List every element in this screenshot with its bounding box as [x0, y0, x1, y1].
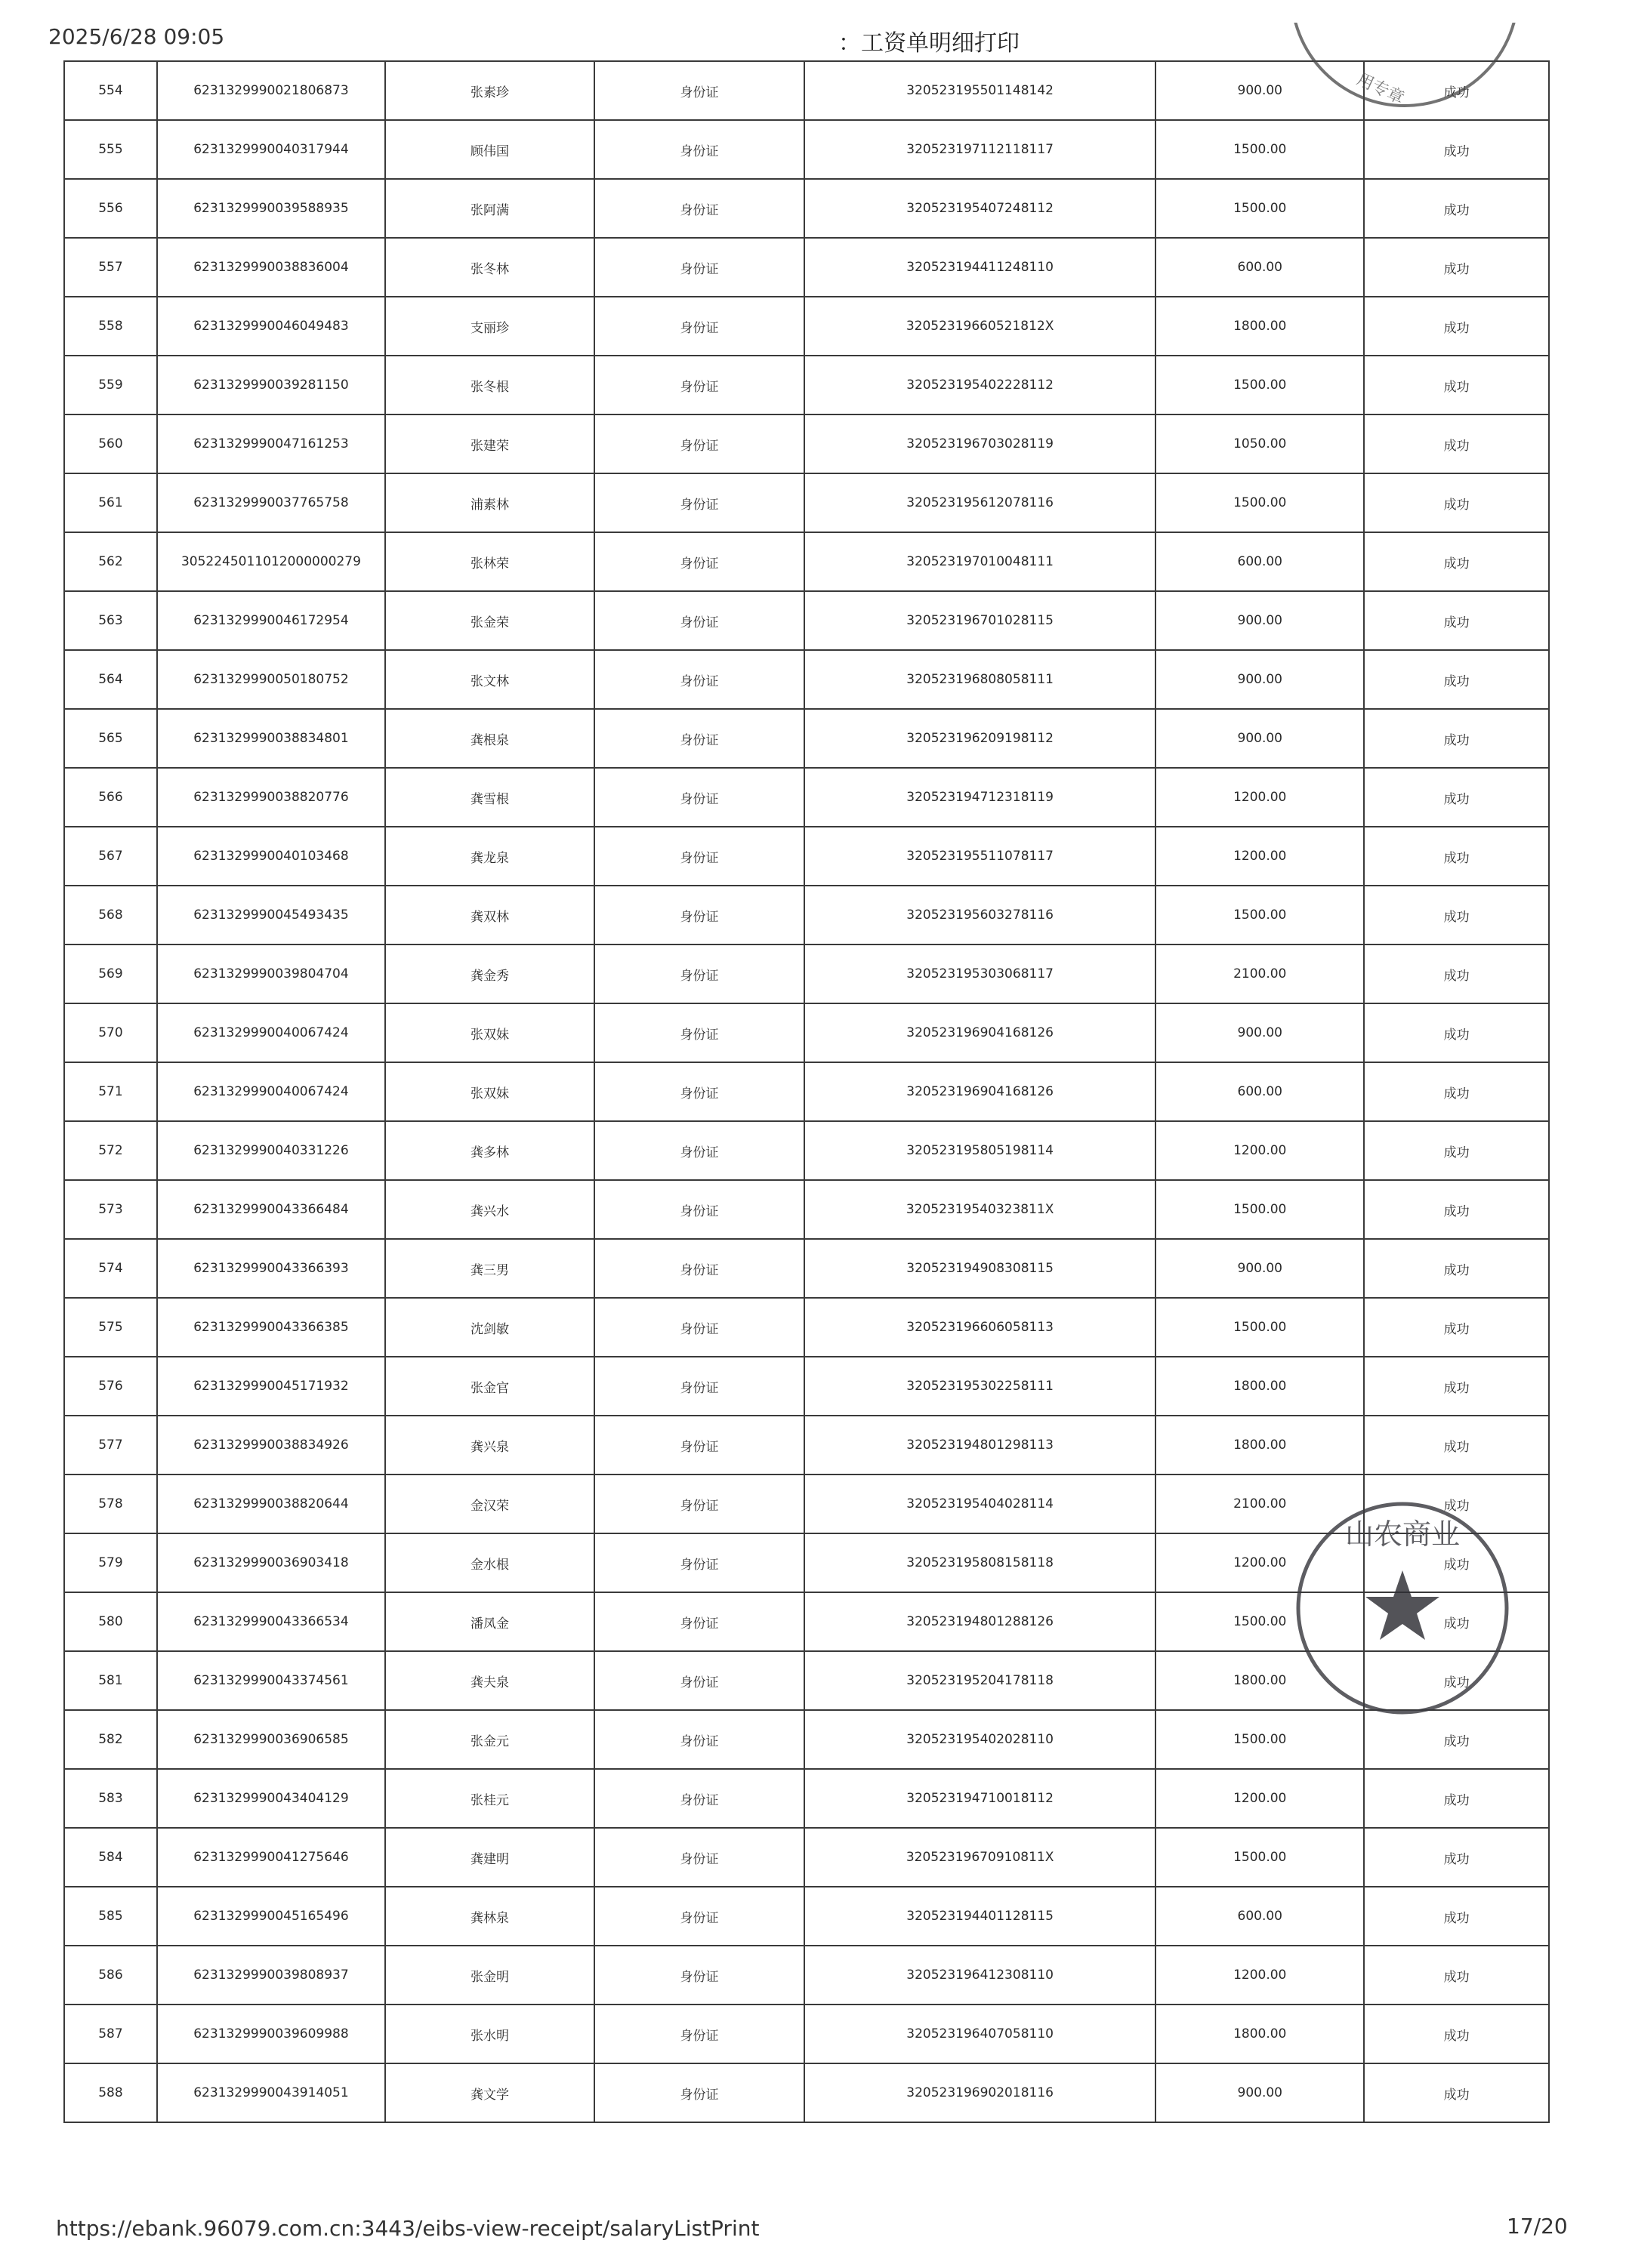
cell-id-number: 320523194712318119 [804, 768, 1155, 827]
table-row [64, 591, 1549, 650]
cell-name: 张文林 [385, 650, 594, 709]
cell-no: 563 [64, 591, 157, 650]
cell-account: 6231329990045171932 [157, 1357, 385, 1416]
cell-status: 成功 [1364, 1769, 1549, 1828]
table-row [64, 120, 1549, 179]
table-row [64, 2005, 1549, 2063]
cell-id-type: 身份证 [594, 179, 804, 238]
cell-amount: 1200.00 [1155, 768, 1364, 827]
cell-name: 张阿满 [385, 179, 594, 238]
cell-id-number: 320523195402228112 [804, 356, 1155, 414]
cell-amount: 600.00 [1155, 532, 1364, 591]
cell-id-type: 身份证 [594, 1416, 804, 1475]
table-row [64, 238, 1549, 297]
cell-account: 6231329990038820644 [157, 1475, 385, 1533]
cell-id-type: 身份证 [594, 414, 804, 473]
cell-amount: 1500.00 [1155, 1592, 1364, 1651]
cell-name: 张冬根 [385, 356, 594, 414]
cell-account: 6231329990046049483 [157, 297, 385, 356]
salary-table [63, 60, 1550, 2123]
cell-account: 6231329990037765758 [157, 473, 385, 532]
cell-no: 568 [64, 886, 157, 944]
page-title: ：工资单明细打印 [838, 30, 1020, 57]
cell-id-number: 320523194801298113 [804, 1416, 1155, 1475]
cell-amount: 1800.00 [1155, 1357, 1364, 1416]
cell-id-type: 身份证 [594, 1180, 804, 1239]
cell-name: 龚建明 [385, 1828, 594, 1887]
cell-id-number: 320523195808158118 [804, 1533, 1155, 1592]
cell-id-type: 身份证 [594, 238, 804, 297]
cell-name: 龚文学 [385, 2063, 594, 2122]
cell-amount: 1050.00 [1155, 414, 1364, 473]
cell-amount: 2100.00 [1155, 1475, 1364, 1533]
cell-status: 成功 [1364, 768, 1549, 827]
salary-table-body [64, 61, 1549, 2122]
cell-id-type: 身份证 [594, 297, 804, 356]
cell-amount: 1500.00 [1155, 1710, 1364, 1769]
cell-amount: 1800.00 [1155, 1651, 1364, 1710]
cell-name: 张桂元 [385, 1769, 594, 1828]
cell-status: 成功 [1364, 473, 1549, 532]
cell-name: 张冬林 [385, 238, 594, 297]
cell-id-number: 320523196412308110 [804, 1946, 1155, 2005]
cell-id-type: 身份证 [594, 356, 804, 414]
cell-id-number: 32052319540323811X [804, 1180, 1155, 1239]
cell-name: 龚多林 [385, 1121, 594, 1180]
cell-account: 6231329990039808937 [157, 1946, 385, 2005]
cell-id-type: 身份证 [594, 650, 804, 709]
cell-status: 成功 [1364, 1062, 1549, 1121]
cell-amount: 1200.00 [1155, 1769, 1364, 1828]
table-row [64, 650, 1549, 709]
cell-status: 成功 [1364, 1592, 1549, 1651]
cell-id-type: 身份证 [594, 709, 804, 768]
cell-name: 沈剑敏 [385, 1298, 594, 1357]
cell-id-type: 身份证 [594, 827, 804, 886]
cell-status: 成功 [1364, 1710, 1549, 1769]
cell-account: 6231329990039281150 [157, 356, 385, 414]
cell-id-number: 320523195402028110 [804, 1710, 1155, 1769]
cell-amount: 900.00 [1155, 650, 1364, 709]
table-row [64, 414, 1549, 473]
cell-account: 6231329990043366534 [157, 1592, 385, 1651]
cell-id-number: 320523196701028115 [804, 591, 1155, 650]
cell-account: 6231329990036903418 [157, 1533, 385, 1592]
cell-id-number: 320523195612078116 [804, 473, 1155, 532]
table-row [64, 1946, 1549, 2005]
table-row [64, 1475, 1549, 1533]
cell-name: 张金荣 [385, 591, 594, 650]
cell-account: 6231329990043404129 [157, 1769, 385, 1828]
cell-no: 558 [64, 297, 157, 356]
cell-status: 成功 [1364, 1121, 1549, 1180]
cell-account: 6231329990021806873 [157, 61, 385, 120]
cell-amount: 1500.00 [1155, 886, 1364, 944]
cell-name: 龚龙泉 [385, 827, 594, 886]
footer-url: https://ebank.96079.com.cn:3443/eibs-view-receipt/salaryListPrint [56, 2216, 760, 2241]
cell-no: 578 [64, 1475, 157, 1533]
cell-account: 6231329990038834801 [157, 709, 385, 768]
cell-account: 6231329990047161253 [157, 414, 385, 473]
cell-amount: 900.00 [1155, 709, 1364, 768]
cell-amount: 1500.00 [1155, 1180, 1364, 1239]
cell-account: 6231329990040103468 [157, 827, 385, 886]
cell-id-type: 身份证 [594, 1298, 804, 1357]
cell-status: 成功 [1364, 532, 1549, 591]
table-row [64, 1710, 1549, 1769]
cell-amount: 1500.00 [1155, 179, 1364, 238]
cell-name: 龚兴泉 [385, 1416, 594, 1475]
cell-id-number: 320523195404028114 [804, 1475, 1155, 1533]
cell-id-number: 320523197112118117 [804, 120, 1155, 179]
cell-account: 6231329990045165496 [157, 1887, 385, 1946]
cell-status: 成功 [1364, 2005, 1549, 2063]
cell-amount: 900.00 [1155, 1239, 1364, 1298]
cell-name: 金汉荣 [385, 1475, 594, 1533]
table-row [64, 1592, 1549, 1651]
cell-no: 564 [64, 650, 157, 709]
cell-amount: 1500.00 [1155, 473, 1364, 532]
cell-name: 张林荣 [385, 532, 594, 591]
cell-amount: 600.00 [1155, 238, 1364, 297]
cell-amount: 1500.00 [1155, 1828, 1364, 1887]
cell-status: 成功 [1364, 297, 1549, 356]
cell-status: 成功 [1364, 356, 1549, 414]
cell-id-number: 320523196703028119 [804, 414, 1155, 473]
cell-id-number: 320523196606058113 [804, 1298, 1155, 1357]
cell-name: 张水明 [385, 2005, 594, 2063]
cell-name: 支丽珍 [385, 297, 594, 356]
cell-name: 龚兴水 [385, 1180, 594, 1239]
cell-amount: 1500.00 [1155, 356, 1364, 414]
cell-no: 571 [64, 1062, 157, 1121]
cell-no: 567 [64, 827, 157, 886]
cell-no: 565 [64, 709, 157, 768]
cell-name: 龚雪根 [385, 768, 594, 827]
cell-status: 成功 [1364, 1416, 1549, 1475]
cell-account: 6231329990043366385 [157, 1298, 385, 1357]
cell-status: 成功 [1364, 414, 1549, 473]
cell-status: 成功 [1364, 1180, 1549, 1239]
table-row [64, 1003, 1549, 1062]
cell-id-type: 身份证 [594, 1062, 804, 1121]
cell-no: 575 [64, 1298, 157, 1357]
cell-id-type: 身份证 [594, 1651, 804, 1710]
cell-account: 6231329990038820776 [157, 768, 385, 827]
cell-name: 张双妹 [385, 1003, 594, 1062]
cell-id-type: 身份证 [594, 1533, 804, 1592]
cell-no: 569 [64, 944, 157, 1003]
cell-name: 龚夫泉 [385, 1651, 594, 1710]
cell-id-type: 身份证 [594, 1710, 804, 1769]
table-row [64, 1239, 1549, 1298]
table-row [64, 1062, 1549, 1121]
cell-amount: 1500.00 [1155, 1298, 1364, 1357]
table-row [64, 827, 1549, 886]
cell-no: 572 [64, 1121, 157, 1180]
cell-id-number: 320523195603278116 [804, 886, 1155, 944]
table-row [64, 473, 1549, 532]
table-row [64, 61, 1549, 120]
cell-amount: 1800.00 [1155, 297, 1364, 356]
cell-status: 成功 [1364, 650, 1549, 709]
cell-account: 6231329990039804704 [157, 944, 385, 1003]
cell-amount: 900.00 [1155, 1003, 1364, 1062]
cell-name: 龚三男 [385, 1239, 594, 1298]
cell-no: 559 [64, 356, 157, 414]
cell-status: 成功 [1364, 238, 1549, 297]
table-row [64, 768, 1549, 827]
cell-name: 张金元 [385, 1710, 594, 1769]
cell-name: 龚双林 [385, 886, 594, 944]
cell-status: 成功 [1364, 61, 1549, 120]
cell-id-number: 320523194710018112 [804, 1769, 1155, 1828]
cell-id-number: 320523194908308115 [804, 1239, 1155, 1298]
cell-no: 582 [64, 1710, 157, 1769]
cell-no: 574 [64, 1239, 157, 1298]
cell-no: 588 [64, 2063, 157, 2122]
cell-no: 577 [64, 1416, 157, 1475]
cell-id-number: 320523195805198114 [804, 1121, 1155, 1180]
cell-account: 6231329990046172954 [157, 591, 385, 650]
cell-id-number: 32052319670910811X [804, 1828, 1155, 1887]
cell-no: 562 [64, 532, 157, 591]
table-row [64, 1887, 1549, 1946]
cell-status: 成功 [1364, 886, 1549, 944]
cell-no: 555 [64, 120, 157, 179]
cell-status: 成功 [1364, 1887, 1549, 1946]
cell-no: 557 [64, 238, 157, 297]
cell-id-number: 320523196209198112 [804, 709, 1155, 768]
cell-amount: 1800.00 [1155, 1416, 1364, 1475]
table-row [64, 179, 1549, 238]
cell-id-number: 32052319550114814​2 [804, 61, 1155, 120]
cell-name: 龚金秀 [385, 944, 594, 1003]
table-row [64, 944, 1549, 1003]
table-row [64, 356, 1549, 414]
cell-id-type: 身份证 [594, 886, 804, 944]
cell-account: 6231329990043366484 [157, 1180, 385, 1239]
cell-id-number: 320523196808058111 [804, 650, 1155, 709]
cell-id-number: 320523196904168126 [804, 1003, 1155, 1062]
cell-id-type: 身份证 [594, 2005, 804, 2063]
table-row [64, 1121, 1549, 1180]
cell-id-type: 身份证 [594, 1475, 804, 1533]
cell-name: 金水根 [385, 1533, 594, 1592]
salary-table-container [63, 60, 1550, 2123]
print-datetime: 2025/6/28 09:05 [48, 24, 225, 49]
cell-id-type: 身份证 [594, 1592, 804, 1651]
cell-id-number: 320523194801288126 [804, 1592, 1155, 1651]
cell-status: 成功 [1364, 1298, 1549, 1357]
cell-account: 6231329990040331226 [157, 1121, 385, 1180]
cell-no: 586 [64, 1946, 157, 2005]
cell-status: 成功 [1364, 1357, 1549, 1416]
cell-amount: 900.00 [1155, 2063, 1364, 2122]
cell-status: 成功 [1364, 179, 1549, 238]
table-row [64, 1180, 1549, 1239]
cell-account: 6231329990038836004 [157, 238, 385, 297]
cell-status: 成功 [1364, 944, 1549, 1003]
cell-id-type: 身份证 [594, 944, 804, 1003]
cell-status: 成功 [1364, 1946, 1549, 2005]
cell-amount: 900.00 [1155, 61, 1364, 120]
cell-id-type: 身份证 [594, 532, 804, 591]
cell-name: 张素珍 [385, 61, 594, 120]
seal-top-text: 用专章 [1353, 69, 1407, 109]
cell-no: 576 [64, 1357, 157, 1416]
cell-id-number: 320523195303068117 [804, 944, 1155, 1003]
cell-status: 成功 [1364, 827, 1549, 886]
cell-id-number: 320523194411248110 [804, 238, 1155, 297]
cell-id-type: 身份证 [594, 1239, 804, 1298]
cell-no: 580 [64, 1592, 157, 1651]
cell-status: 成功 [1364, 709, 1549, 768]
cell-status: 成功 [1364, 1651, 1549, 1710]
cell-no: 581 [64, 1651, 157, 1710]
table-row [64, 709, 1549, 768]
cell-name: 潘凤金 [385, 1592, 594, 1651]
cell-name: 龚根泉 [385, 709, 594, 768]
cell-id-number: 320523195204178118 [804, 1651, 1155, 1710]
cell-id-number: 320523195407248112 [804, 179, 1155, 238]
table-row [64, 1416, 1549, 1475]
cell-name: 张双妹 [385, 1062, 594, 1121]
cell-id-type: 身份证 [594, 1121, 804, 1180]
cell-id-number: 320523196904168126 [804, 1062, 1155, 1121]
cell-name: 顾伟国 [385, 120, 594, 179]
cell-id-type: 身份证 [594, 768, 804, 827]
cell-id-type: 身份证 [594, 591, 804, 650]
page-number: 17/20 [1507, 2214, 1568, 2239]
seal-top-text-main: 山农商业 [1344, 1518, 1461, 1551]
cell-status: 成功 [1364, 591, 1549, 650]
cell-amount: 1200.00 [1155, 1121, 1364, 1180]
cell-id-type: 身份证 [594, 473, 804, 532]
cell-name: 张金明 [385, 1946, 594, 2005]
cell-status: 成功 [1364, 120, 1549, 179]
cell-id-number: 320523195511078117 [804, 827, 1155, 886]
cell-account: 3052245011012000000279 [157, 532, 385, 591]
cell-id-type: 身份证 [594, 2063, 804, 2122]
cell-no: 579 [64, 1533, 157, 1592]
cell-id-type: 身份证 [594, 120, 804, 179]
cell-account: 6231329990038834926 [157, 1416, 385, 1475]
cell-id-type: 身份证 [594, 1357, 804, 1416]
cell-no: 561 [64, 473, 157, 532]
cell-no: 566 [64, 768, 157, 827]
cell-account: 6231329990050180752 [157, 650, 385, 709]
cell-account: 6231329990041275646 [157, 1828, 385, 1887]
cell-id-type: 身份证 [594, 1946, 804, 2005]
table-row [64, 1828, 1549, 1887]
cell-id-number: 32052319660521812X [804, 297, 1155, 356]
cell-no: 556 [64, 179, 157, 238]
cell-status: 成功 [1364, 1828, 1549, 1887]
cell-account: 6231329990043914051 [157, 2063, 385, 2122]
cell-account: 6231329990043366393 [157, 1239, 385, 1298]
cell-amount: 600.00 [1155, 1887, 1364, 1946]
table-row [64, 532, 1549, 591]
cell-id-number: 320523196902018116 [804, 2063, 1155, 2122]
cell-id-number: 320523195302258111 [804, 1357, 1155, 1416]
table-row [64, 886, 1549, 944]
cell-amount: 2100.00 [1155, 944, 1364, 1003]
cell-id-type: 身份证 [594, 61, 804, 120]
cell-status: 成功 [1364, 1475, 1549, 1533]
cell-id-type: 身份证 [594, 1828, 804, 1887]
cell-name: 龚林泉 [385, 1887, 594, 1946]
cell-no: 585 [64, 1887, 157, 1946]
cell-account: 6231329990039588935 [157, 179, 385, 238]
cell-no: 573 [64, 1180, 157, 1239]
cell-amount: 1200.00 [1155, 1946, 1364, 2005]
cell-no: 554 [64, 61, 157, 120]
cell-status: 成功 [1364, 2063, 1549, 2122]
cell-amount: 900.00 [1155, 591, 1364, 650]
cell-amount: 1200.00 [1155, 827, 1364, 886]
table-row [64, 297, 1549, 356]
cell-account: 6231329990040067424 [157, 1062, 385, 1121]
cell-account: 6231329990043374561 [157, 1651, 385, 1710]
cell-name: 张建荣 [385, 414, 594, 473]
table-row [64, 1298, 1549, 1357]
cell-account: 6231329990039609988 [157, 2005, 385, 2063]
cell-name: 浦素林 [385, 473, 594, 532]
table-row [64, 2063, 1549, 2122]
cell-status: 成功 [1364, 1239, 1549, 1298]
cell-no: 570 [64, 1003, 157, 1062]
cell-id-type: 身份证 [594, 1769, 804, 1828]
cell-no: 583 [64, 1769, 157, 1828]
cell-id-number: 320523197010048111 [804, 532, 1155, 591]
cell-amount: 1200.00 [1155, 1533, 1364, 1592]
cell-id-number: 320523196407058110 [804, 2005, 1155, 2063]
cell-amount: 1500.00 [1155, 120, 1364, 179]
cell-account: 6231329990036906585 [157, 1710, 385, 1769]
table-row [64, 1533, 1549, 1592]
cell-status: 成功 [1364, 1533, 1549, 1592]
table-row [64, 1651, 1549, 1710]
cell-amount: 600.00 [1155, 1062, 1364, 1121]
cell-no: 587 [64, 2005, 157, 2063]
cell-id-type: 身份证 [594, 1887, 804, 1946]
cell-no: 584 [64, 1828, 157, 1887]
cell-id-number: 320523194401128115 [804, 1887, 1155, 1946]
cell-account: 6231329990045493435 [157, 886, 385, 944]
cell-name: 张金官 [385, 1357, 594, 1416]
cell-amount: 1800.00 [1155, 2005, 1364, 2063]
table-row [64, 1769, 1549, 1828]
cell-account: 6231329990040067424 [157, 1003, 385, 1062]
cell-id-type: 身份证 [594, 1003, 804, 1062]
cell-status: 成功 [1364, 1003, 1549, 1062]
table-row [64, 1357, 1549, 1416]
cell-account: 6231329990040317944 [157, 120, 385, 179]
cell-no: 560 [64, 414, 157, 473]
